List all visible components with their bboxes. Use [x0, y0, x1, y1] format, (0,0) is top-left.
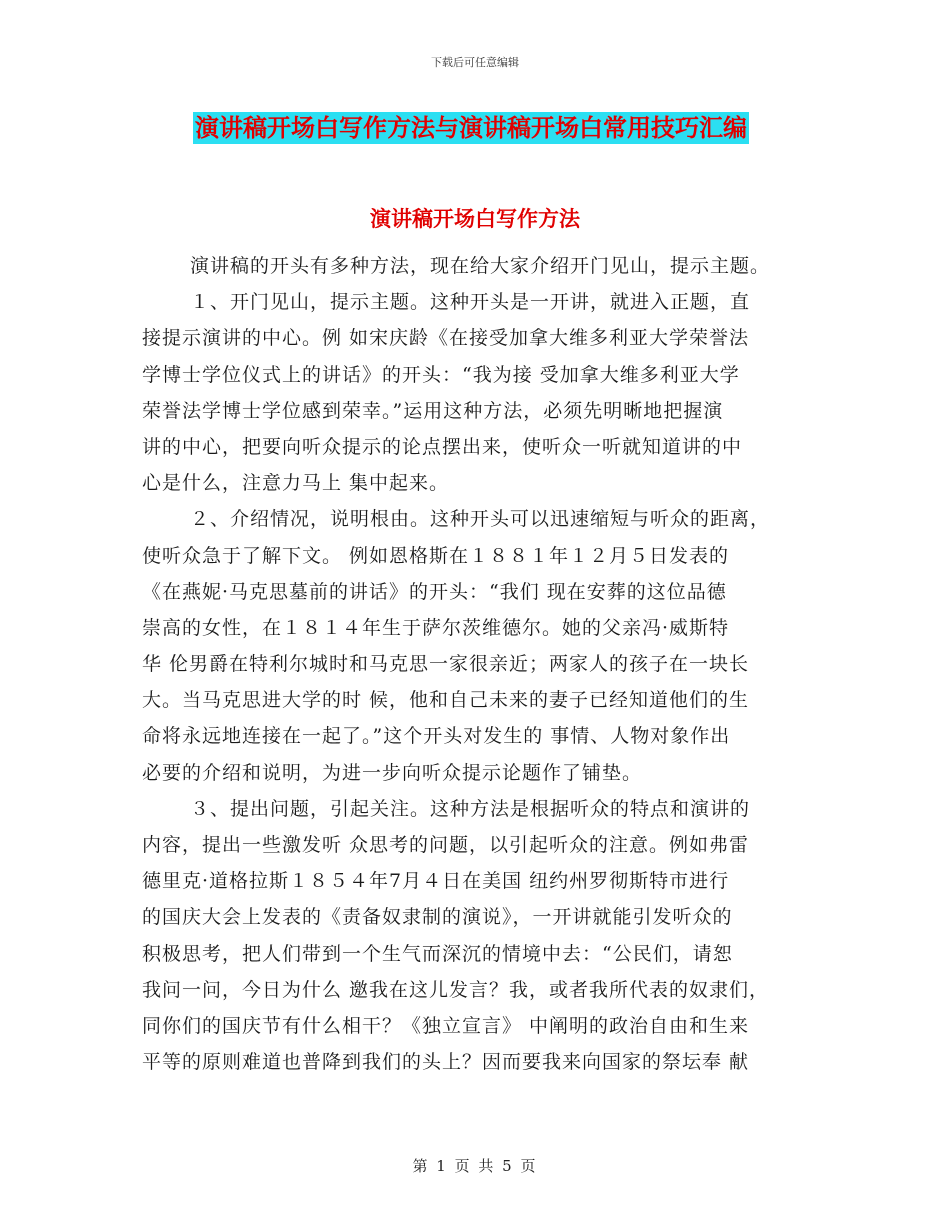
text-line: 崇高的女性，在１８１４年生于萨尔茨维德尔。她的父亲冯·威斯特 — [142, 616, 730, 639]
text-line: 演讲稿的开头有多种方法，现在给大家介绍开门见山，提示主题。 — [190, 255, 771, 277]
text-line: 的国庆大会上发表的《责备奴隶制的演说》，一开讲就能引发听众的 — [142, 906, 733, 929]
text-line: 命将永远地连接在一起了。”这个开头对发生的 事情、人物对象作出 — [142, 725, 731, 748]
text-line: 《在燕妮·马克思墓前的讲话》的开头：“我们 现在安葬的这位品德 — [142, 580, 727, 603]
text-line: 学博士学位仪式上的讲话》的开头：“我为接 受加拿大维多利亚大学 — [142, 363, 740, 386]
text-line: 我问一问，今日为什么 邀我在这儿发言？我，或者我所代表的奴隶们， — [142, 978, 770, 1001]
page-footer: 第 1 页 共 5 页 — [412, 1157, 538, 1175]
text-line: 华 伦男爵在特利尔城时和马克思一家很亲近；两家人的孩子在一块长 — [142, 653, 750, 676]
text-line: ３、提出问题，引起关注。这种方法是根据听众的特点和演讲的 — [190, 797, 751, 820]
header-note: 下载后可任意编辑 — [431, 56, 519, 69]
text-line: 讲的中心，把要向听众提示的论点摆出来，使听众一听就知道讲的中 — [142, 435, 743, 458]
text-line: 内容，提出一些激发听 众思考的问题，以引起听众的注意。例如弗雷 — [142, 834, 750, 856]
text-line: 积极思考，把人们带到一个生气而深沉的情境中去：“公民们，请恕 — [142, 942, 733, 965]
section-title: 演讲稿开场白写作方法 — [370, 207, 580, 231]
text-line: 平等的原则难道也普降到我们的头上？因而要我来向国家的祭坛奉 献 — [142, 1051, 750, 1074]
text-line: 使听众急于了解下文。 例如恩格斯在１８８１年１２月５日发表的 — [142, 544, 730, 567]
text-line: １、开门见山，提示主题。这种开头是一开讲，就进入正题，直 — [190, 291, 751, 314]
body-text — [142, 248, 812, 1080]
text-line: 心是什么，注意力马上 集中起来。 — [142, 472, 450, 495]
text-line: 必要的介绍和说明，为进一步向听众提示论题作了铺垫。 — [142, 761, 643, 784]
text-line: 大。当马克思进大学的时 候，他和自己未来的妻子已经知道他们的生 — [142, 689, 750, 712]
text-line: 荣誉法学博士学位感到荣幸。”运用这种方法，必须先明晰地把握演 — [142, 399, 724, 422]
text-line: 德里克·道格拉斯１８５４年7月４日在美国 纽约州罗彻斯特市进行 — [142, 870, 730, 893]
text-line: 同你们的国庆节有什么相干？《独立宣言》 中阐明的政治自由和生来 — [142, 1014, 750, 1037]
text-line: ２、介绍情况，说明根由。这种开头可以迅速缩短与听众的距离， — [190, 508, 771, 531]
main-title: 演讲稿开场白写作方法与演讲稿开场白常用技巧汇编 — [195, 114, 747, 142]
text-line: 接提示演讲的中心。例 如宋庆龄《在接受加拿大维多利亚大学荣誉法 — [142, 327, 750, 350]
